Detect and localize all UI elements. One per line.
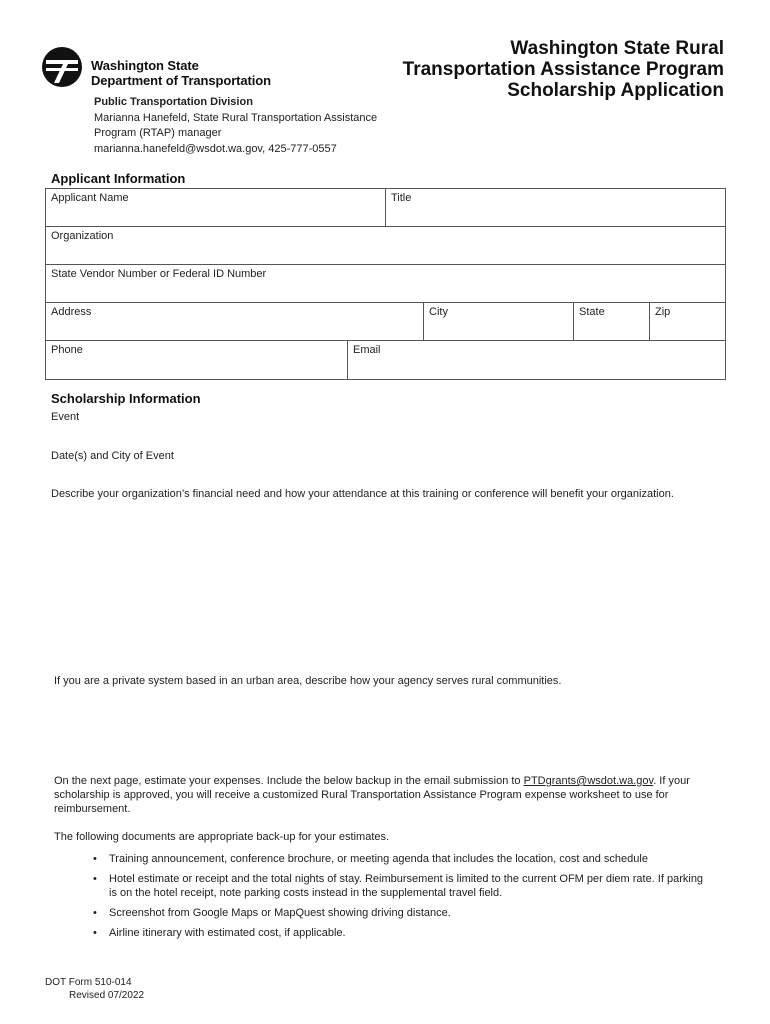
list-item-text: Training announcement, conference brochure, or meeting agenda that includes the location, cost and schedule — [109, 853, 648, 865]
grid-row-organization — [46, 227, 725, 265]
list-item — [92, 906, 712, 920]
form-title-line2: Transportation Assistance Program — [402, 59, 724, 80]
event-label: Event — [51, 411, 80, 423]
list-item — [92, 926, 712, 940]
agency-name-line2: Department of Transportation — [91, 73, 271, 88]
email-label: Email — [353, 344, 381, 356]
vendor-number-field[interactable] — [46, 265, 725, 302]
expenses-text-start: On the next page, estimate your expenses. Include the below backup in the email submission to — [54, 775, 524, 787]
form-footer — [45, 976, 144, 1002]
applicant-name-field[interactable] — [46, 189, 386, 226]
organization-label: Organization — [51, 230, 114, 242]
backup-intro: The following documents are appropriate back-up for your estimates. — [54, 831, 390, 843]
agency-name — [91, 58, 271, 88]
financial-need-label: Describe your organization’s financial need and how your attendance at this training or conference will benefit your organization. — [51, 488, 674, 500]
form-number: DOT Form 510-014 — [45, 977, 132, 988]
zip-label: Zip — [655, 306, 671, 318]
address-label: Address — [51, 306, 92, 318]
city-label: City — [429, 306, 448, 318]
form-title-line3: Scholarship Application — [507, 80, 724, 101]
applicant-name-label: Applicant Name — [51, 192, 129, 204]
phone-field[interactable] — [46, 341, 348, 379]
expenses-instructions — [54, 774, 704, 816]
backup-documents-list — [92, 852, 712, 946]
contact-block — [94, 95, 377, 157]
list-item — [92, 852, 712, 866]
list-item-text: Airline itinerary with estimated cost, if applicable. — [109, 927, 346, 939]
list-item — [92, 872, 712, 900]
contact-name-line2: Program (RTAP) manager — [94, 127, 222, 139]
zip-field[interactable] — [650, 303, 725, 340]
bullet-icon: • — [93, 927, 97, 939]
grid-row-vendor — [46, 265, 725, 303]
dates-city-label: Date(s) and City of Event — [51, 450, 174, 462]
form-title-line1: Washington State Rural — [510, 38, 724, 59]
grid-row-name — [46, 189, 725, 227]
applicant-info-heading: Applicant Information — [51, 171, 186, 186]
list-item-text: Hotel estimate or receipt and the total nights of stay. Reimbursement is limited to the current OFM per diem rate. If parking is on the hotel receipt, note parking costs instead in the supplemental travel field. — [109, 873, 704, 899]
bullet-icon: • — [93, 873, 97, 885]
bullet-icon: • — [93, 907, 97, 919]
agency-name-line1: Washington State — [91, 58, 199, 73]
phone-label: Phone — [51, 344, 83, 356]
scholarship-info-heading: Scholarship Information — [51, 391, 201, 406]
list-item-text: Screenshot from Google Maps or MapQuest showing driving distance. — [109, 907, 451, 919]
wsdot-logo-icon — [42, 47, 82, 87]
contact-name-line1: Marianna Hanefeld, State Rural Transportation Assistance — [94, 111, 378, 124]
ptdgrants-email-link[interactable]: PTDgrants@wsdot.wa.gov — [523, 775, 654, 787]
grid-row-address — [46, 303, 725, 341]
title-field[interactable] — [386, 189, 725, 226]
grid-row-phone — [46, 341, 725, 379]
title-label: Title — [391, 192, 412, 204]
contact-email-phone: marianna.hanefeld@wsdot.wa.gov, 425-777-0557 — [94, 142, 337, 155]
bullet-icon: • — [93, 853, 97, 865]
applicant-info-grid — [45, 188, 726, 380]
revised-date: Revised 07/2022 — [69, 990, 145, 1001]
address-field[interactable] — [46, 303, 424, 340]
email-field[interactable] — [348, 341, 725, 379]
city-field[interactable] — [424, 303, 574, 340]
contact-division: Public Transportation Division — [94, 96, 253, 108]
expenses-text-end: . If your scholarship is approved, you will receive a customized Rural Transportation Assistance Program expense worksheet to use for reimbursement. — [54, 775, 690, 815]
state-label: State — [579, 306, 605, 318]
private-system-label: If you are a private system based in an urban area, describe how your agency serves rural communities. — [54, 675, 562, 687]
state-field[interactable] — [574, 303, 650, 340]
form-title — [403, 38, 724, 101]
vendor-number-label: State Vendor Number or Federal ID Number — [51, 268, 267, 280]
organization-field[interactable] — [46, 227, 725, 264]
